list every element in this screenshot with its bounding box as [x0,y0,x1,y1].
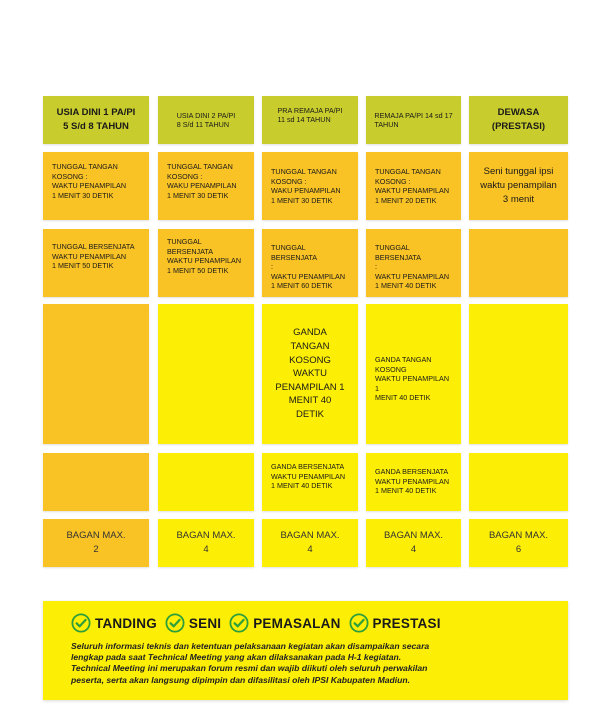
tag-label: PRESTASI [372,615,441,631]
cell-empty-dewasa-r4 [469,453,568,511]
cell-seni-tunggal-dewasa: Seni tunggal ipsi waktu penampilan 3 menit [469,152,568,220]
cell-ganda-bersenjata-pra-remaja: GANDA BERSENJATA WAKTU PENAMPILAN 1 MENIT 40 DETIK [262,453,358,511]
cell-bagan-usia-dini-2: BAGAN MAX. 4 [158,519,254,567]
check-circle-icon [165,613,185,633]
tag-label: SENI [188,615,222,631]
cell-empty-usia-dini-1-r4 [43,453,149,511]
cell-ganda-tangan-kosong-pra-remaja: GANDA TANGAN KOSONG WAKTU PENAMPILAN 1 MENIT 40 DETIK [262,304,358,444]
tag-label: PEMASALAN [253,615,341,631]
footer-info-box [43,601,568,700]
cell-tunggal-bersenjata-remaja: TUNGGAL BERSENJATA : WAKTU PENAMPILAN 1 MENIT 40 DETIK [366,229,461,297]
cell-tunggal-tangan-kosong-remaja: TUNGGAL TANGAN KOSONG : WAKTU PENAMPILAN 1 MENIT 20 DETIK [366,152,461,220]
cell-tunggal-bersenjata-usia-dini-1: TUNGGAL BERSENJATA WAKTU PENAMPILAN 1 MENIT 50 DETIK [43,229,149,297]
header-dewasa: DEWASA (PRESTASI) [469,96,568,144]
cell-bagan-dewasa: BAGAN MAX. 6 [469,519,568,567]
cell-ganda-bersenjata-remaja: GANDA BERSENJATA WAKTU PENAMPILAN 1 MENIT 40 DETIK [366,453,461,511]
header-usia-dini-2: USIA DINI 2 PA/PI 8 S/d 11 TAHUN [158,96,254,144]
tag-seni [165,613,221,633]
cell-tunggal-bersenjata-usia-dini-2: TUNGGAL BERSENJATA WAKTU PENAMPILAN 1 MENIT 50 DETIK [158,229,254,297]
tag-label: TANDING [95,615,157,631]
check-circle-icon [229,613,249,633]
cell-bagan-pra-remaja: BAGAN MAX. 4 [262,519,358,567]
cell-tunggal-tangan-kosong-pra-remaja: TUNGGAL TANGAN KOSONG : WAKU PENAMPILAN 1 MENIT 30 DETIK [262,152,358,220]
cell-ganda-tangan-kosong-remaja: GANDA TANGAN KOSONG WAKTU PENAMPILAN 1 MENIT 40 DETIK [366,304,461,444]
check-circle-icon [71,613,91,633]
cell-empty-usia-dini-2-r3 [158,304,254,444]
cell-bagan-usia-dini-1: BAGAN MAX. 2 [43,519,149,567]
cell-bagan-remaja: BAGAN MAX. 4 [366,519,461,567]
cell-tunggal-tangan-kosong-usia-dini-1: TUNGGAL TANGAN KOSONG : WAKTU PENAMPILAN 1 MENIT 30 DETIK [43,152,149,220]
technical-meeting-note: Seluruh informasi teknis dan ketentuan pelaksanaan kegiatan akan disampaikan secara lengkap pada saat Technical Meeting yang akan dilaksanakan pada H-1 kegiatan. Technical Meeting ini merupakan forum resmi dan wajib diikuti oleh seluruh perwakilan peserta, serta akan langsung dipimpin dan difasilitasi oleh IPSI Kabupaten Madiun. [71,641,430,685]
header-usia-dini-1: USIA DINI 1 PA/PI 5 S/d 8 TAHUN [43,96,149,144]
cell-tunggal-bersenjata-pra-remaja: TUNGGAL BERSENJATA : WAKTU PENAMPILAN 1 MENIT 60 DETIK [262,229,358,297]
header-pra-remaja: PRA REMAJA PA/PI 11 sd 14 TAHUN [262,96,358,144]
tag-tanding [71,613,157,633]
cell-empty-usia-dini-2-r4 [158,453,254,511]
cell-tunggal-tangan-kosong-usia-dini-2: TUNGGAL TANGAN KOSONG : WAKU PENAMPILAN 1 MENIT 30 DETIK [158,152,254,220]
cell-empty-usia-dini-1-r3 [43,304,149,444]
header-remaja: REMAJA PA/PI 14 sd 17 TAHUN [366,96,461,144]
cell-empty-dewasa-r3 [469,304,568,444]
cell-empty-dewasa-r2 [469,229,568,297]
tag-pemasalan [229,613,340,633]
check-circle-icon [349,613,369,633]
category-tags [71,611,540,635]
tag-prestasi [349,613,441,633]
